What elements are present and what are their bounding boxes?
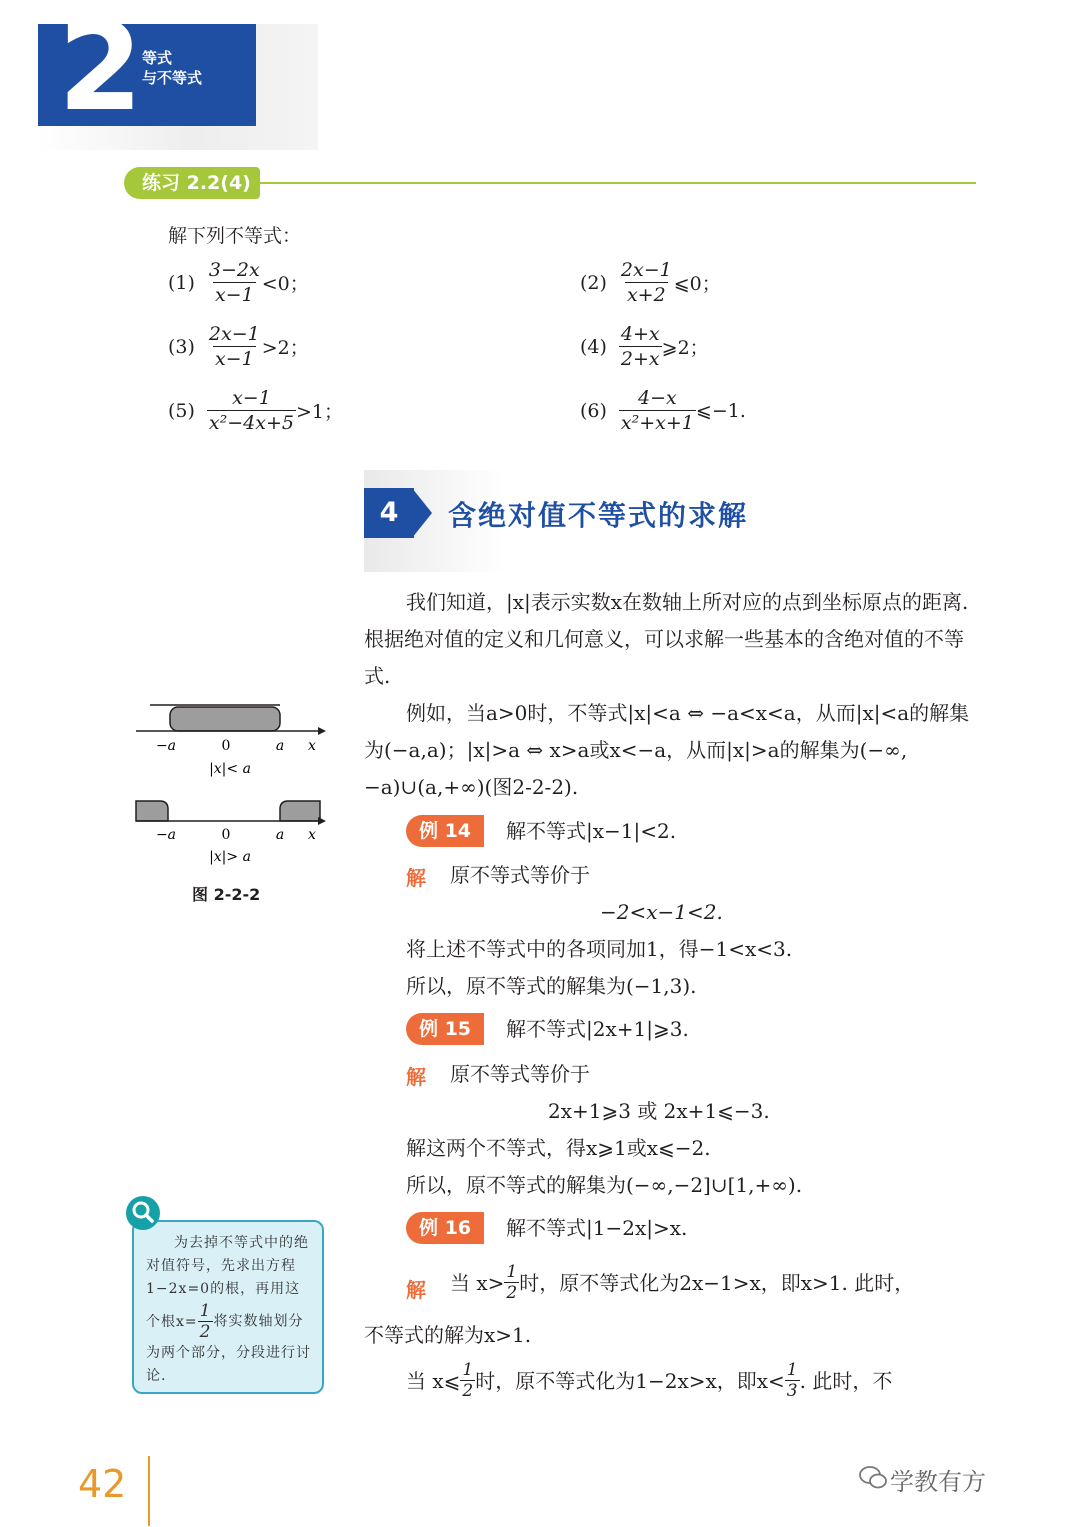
- example-16-line-1: [450, 1262, 914, 1303]
- label-zero: 0: [221, 827, 231, 843]
- problem-numerator: 4+x: [620, 323, 660, 345]
- section-title: 含绝对值不等式的求解: [448, 499, 749, 532]
- example-14-line-4: 所以，原不等式的解集为(−1,3).: [406, 974, 697, 998]
- problem-numerator: 3−2x: [208, 259, 260, 281]
- example-16-jie: 解: [406, 1278, 426, 1302]
- problem-numerator: x−1: [232, 387, 271, 409]
- section-number: 4: [364, 488, 414, 538]
- example-16-line-3-c: . 此时，不: [799, 1368, 893, 1393]
- exercise-problem-6: [580, 386, 746, 435]
- problem-tail: >2；: [261, 337, 309, 359]
- label-a: a: [275, 738, 285, 754]
- example-15-question: 解不等式|2x+1|⩾3.: [506, 1017, 689, 1041]
- problem-tail: ⩽−1.: [695, 399, 746, 422]
- number-line-lt: [136, 705, 326, 777]
- label-neg-a: −a: [155, 738, 177, 754]
- example-15-line-2: 2x+1⩾3 或 2x+1⩽−3.: [548, 1099, 770, 1123]
- example-16-line-1-a: 当 x>: [450, 1270, 505, 1295]
- page-number: 42: [78, 1462, 127, 1506]
- example-16-tag: 例 16: [406, 1212, 484, 1244]
- side-note-text-b: 将实数轴划分为两个部分，分段进行讨论.: [146, 1313, 311, 1384]
- problem-numerator: 2x−1: [620, 259, 672, 281]
- problem-tail: <0；: [261, 273, 309, 295]
- example-14-tag: 例 14: [406, 815, 484, 847]
- frac-numerator: 1: [199, 1301, 212, 1321]
- problem-denominator: x²−4x+5: [208, 412, 294, 434]
- example-14-line-2: −2<x−1<2.: [600, 900, 723, 924]
- number-line-figure: [130, 695, 330, 875]
- example-15-line-1: 原不等式等价于: [450, 1062, 590, 1086]
- magnifier-icon: [126, 1196, 160, 1230]
- problem-index: (1): [168, 271, 195, 294]
- page-number-bar: [148, 1456, 150, 1526]
- frac-denominator: 2: [199, 1322, 212, 1342]
- problem-index: (3): [168, 335, 195, 358]
- problem-index: (2): [580, 271, 607, 294]
- example-15-line-4: 所以，原不等式的解集为(−∞,−2]∪[1,+∞).: [406, 1173, 803, 1197]
- exercise-problem-5: [168, 386, 343, 435]
- exercise-problem-4: [580, 322, 709, 371]
- example-15-jie: 解: [406, 1065, 426, 1089]
- problem-tail: >1；: [296, 401, 344, 423]
- figure-caption: 图 2-2-2: [192, 885, 261, 904]
- frac-denominator: 2: [462, 1381, 474, 1401]
- label-x: x: [308, 827, 316, 843]
- example-16-line-2: 不等式的解为x>1.: [364, 1323, 532, 1347]
- exercise-problem-2: [580, 258, 721, 307]
- example-15-tag: 例 15: [406, 1013, 484, 1045]
- example-14-question: 解不等式|x−1|<2.: [506, 819, 677, 843]
- example-14-line-1: 原不等式等价于: [450, 863, 590, 887]
- watermark: 学教有方: [890, 1468, 986, 1496]
- frac-numerator: 1: [786, 1360, 798, 1380]
- exercise-rule: [260, 182, 976, 184]
- problem-denominator: x−1: [214, 284, 254, 306]
- exercise-problem-3: [168, 322, 309, 371]
- problem-index: (5): [168, 399, 195, 422]
- label-neg-a: −a: [155, 827, 177, 843]
- exercise-badge: 练习 2.2(4): [124, 167, 260, 199]
- section-arrow: [412, 488, 432, 538]
- label-x: x: [308, 738, 316, 754]
- condition-lt: |x|< a: [209, 761, 251, 777]
- chapter-title-line2: 与不等式: [142, 69, 203, 87]
- problem-numerator: 4−x: [638, 387, 677, 409]
- frac-denominator: 2: [506, 1283, 518, 1303]
- example-15-line-3: 解这两个不等式，得x⩾1或x⩽−2.: [406, 1136, 711, 1160]
- label-zero: 0: [221, 738, 231, 754]
- example-14-line-3: 将上述不等式中的各项同加1，得−1<x<3.: [406, 937, 793, 961]
- problem-denominator: x²+x+1: [620, 412, 694, 434]
- chapter-title: [142, 48, 202, 88]
- intro-paragraph-2: 例如，当a>0时，不等式|x|<a ⇔ −a<x<a，从而|x|<a的解集为(−a,a)；|x|>a ⇔ x>a或x<−a，从而|x|>a的解集为(−∞,−a)∪(a,+∞)(图2-2-2).: [364, 701, 970, 799]
- number-line-gt: [136, 801, 326, 865]
- exercise-instruction: 解下列不等式：: [168, 225, 302, 247]
- frac-numerator: 1: [506, 1262, 518, 1282]
- problem-denominator: x−1: [214, 348, 254, 370]
- example-16-line-3-b: 时，原不等式化为1−2x>x，即x<: [475, 1368, 785, 1393]
- frac-numerator: 1: [462, 1360, 474, 1380]
- condition-gt: |x|> a: [209, 849, 251, 865]
- intro-paragraph-1: 我们知道，|x|表示实数x在数轴上所对应的点到坐标原点的距离. 根据绝对值的定义和几何意义，可以求解一些基本的含绝对值的不等式.: [364, 590, 969, 688]
- example-16-question: 解不等式|1−2x|>x.: [506, 1216, 688, 1240]
- exercise-problem-1: [168, 258, 309, 307]
- problem-tail: ⩽0；: [673, 273, 721, 295]
- example-16-line-3-a: 当 x⩽: [406, 1368, 461, 1393]
- chapter-number: 2: [58, 0, 143, 138]
- problem-denominator: 2+x: [620, 348, 660, 370]
- frac-denominator: 3: [786, 1381, 798, 1401]
- chapter-title-line1: 等式: [142, 49, 173, 67]
- problem-index: (6): [580, 399, 607, 422]
- wechat-icon: [858, 1462, 888, 1496]
- example-16-line-1-b: 时，原不等式化为2x−1>x，即x>1. 此时，: [519, 1270, 915, 1295]
- label-a: a: [275, 827, 285, 843]
- problem-tail: ⩾2；: [661, 337, 709, 359]
- problem-denominator: x+2: [626, 284, 666, 306]
- example-14-jie: 解: [406, 866, 426, 890]
- problem-index: (4): [580, 335, 607, 358]
- side-note-text: [146, 1232, 312, 1388]
- side-note-text-a: 为去掉不等式中的绝对值符号，先求出方程1−2x=0的根，再用这个根x=: [146, 1235, 309, 1330]
- example-16-line-3: [406, 1360, 892, 1401]
- problem-numerator: 2x−1: [208, 323, 260, 345]
